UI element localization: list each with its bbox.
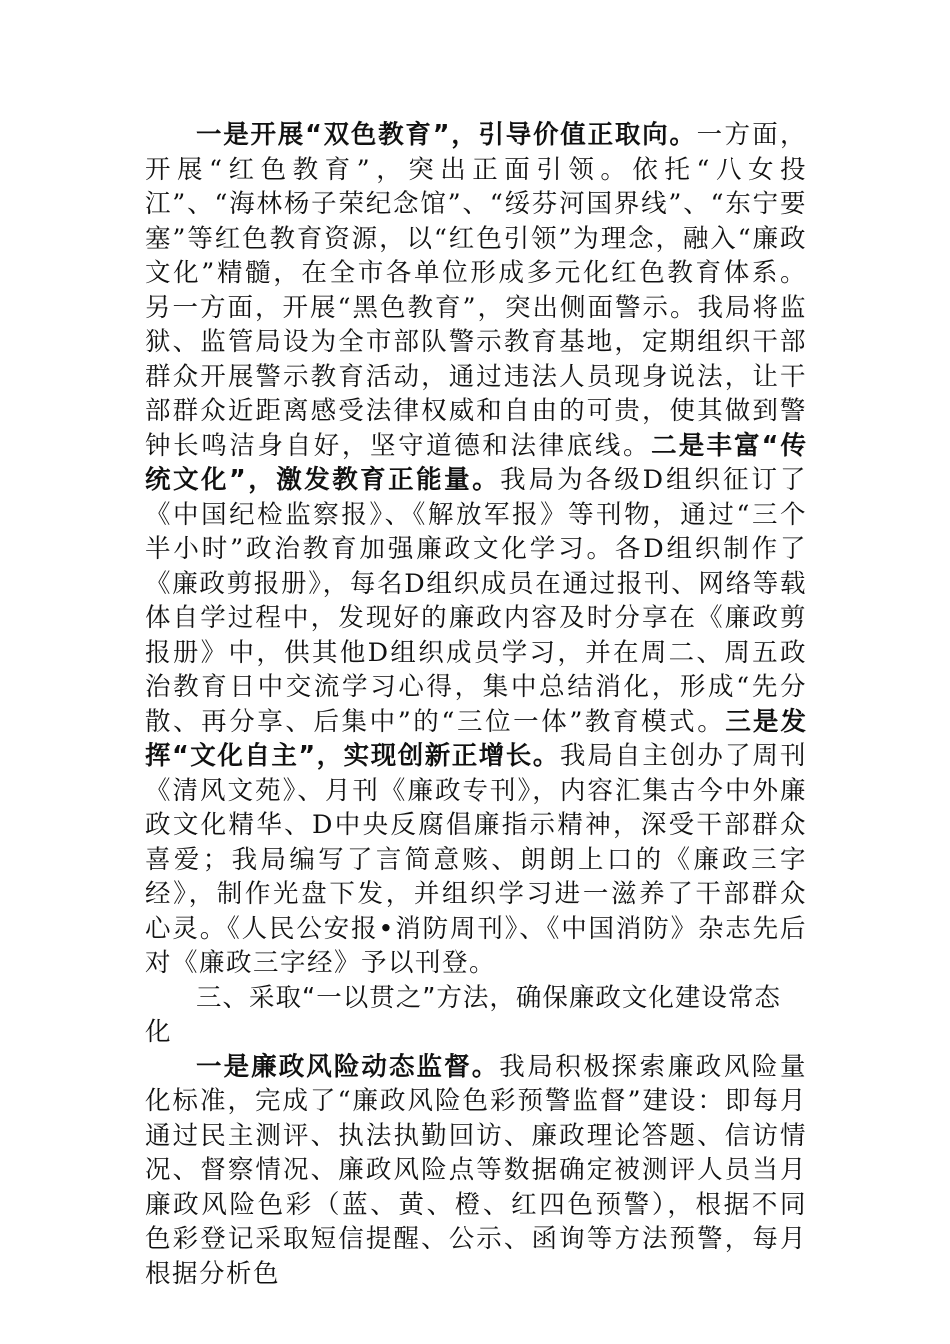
bold-lead-risk-monitoring: 一是廉政风险动态监督。 [196, 1051, 500, 1082]
paragraph-text: 我局为各级D组织征订了《中国纪检监察报》、《解放军报》等刊物，通过“三个半小时”政治教育加强廉政文化学习。各D组织制作了《廉政剪报册》，每名D组织成员在通过报刊、网络等载体自学过程中，发现好的廉政内容及时分享在《廉政剪报册》中，供其他D组织成员学习，并在周二、周五政治教育日中交流学习心得，集中总结消化，形成“先分散、再分享、后集中”的“三位一体”教育模式。 [145, 465, 807, 737]
section-heading: 三、采取“一以贯之”方法，确保廉政文化建设常态化 [145, 982, 781, 1047]
body-paragraph-education [145, 118, 807, 981]
paragraph-text: 一方面，开展“红色教育”，突出正面引领。依托“八女投江”、“海林杨子荣纪念馆”、“绥芬河国界线”、“东宁要塞”等红色教育资源，以“红色引领”为理念，融入“廉政文化”精髓，在全市各单位形成多元化红色教育体系。另一方面，开展“黑色教育”，突出侧面警示。我局将监狱、监管局设为全市部队警示教育基地，定期组织干部群众开展警示教育活动，通过违法人员现身说法，让干部群众近距离感受法律权威和自由的可贵，使其做到警钟长鸣洁身自好，坚守道德和法律底线。 [145, 120, 807, 461]
bold-lead-dual-color-education: 一是开展“双色教育”，引导价值正取向。 [196, 120, 697, 150]
document-page [145, 118, 807, 1291]
bold-lead-traditional-culture: 二是丰富“传统文化”，激发教育正能量。 [145, 430, 807, 495]
paragraph-text: 我局自主创办了周刊《清风文苑》、月刊《廉政专刊》，内容汇集古今中外廉政文化精华、D中央反腐倡廉指示精神，深受干部群众喜爱；我局编写了言简意赅、朗朗上口的《廉政三字经》，制作光盘下发，并组织学习进一滋养了干部群众心灵。《人民公安报•消防周刊》、《中国消防》杂志先后对《廉政三字经》予以刊登。 [145, 741, 807, 978]
paragraph-text: 我局积极探索廉政风险量化标准，完成了“廉政风险色彩预警监督”建设：即每月通过民主测评、执法执勤回访、廉政理论答题、信访情况、督察情况、廉政风险点等数据确定被测评人员当月廉政风险色彩（蓝、黄、橙、红四色预警），根据不同色彩登记采取短信提醒、公示、函询等方法预警，每月根据分析色 [145, 1051, 807, 1289]
body-paragraph-risk-monitoring [145, 1050, 807, 1292]
bold-lead-cultural-autonomy: 三是发挥“文化自主”，实现创新正增长。 [145, 706, 807, 771]
